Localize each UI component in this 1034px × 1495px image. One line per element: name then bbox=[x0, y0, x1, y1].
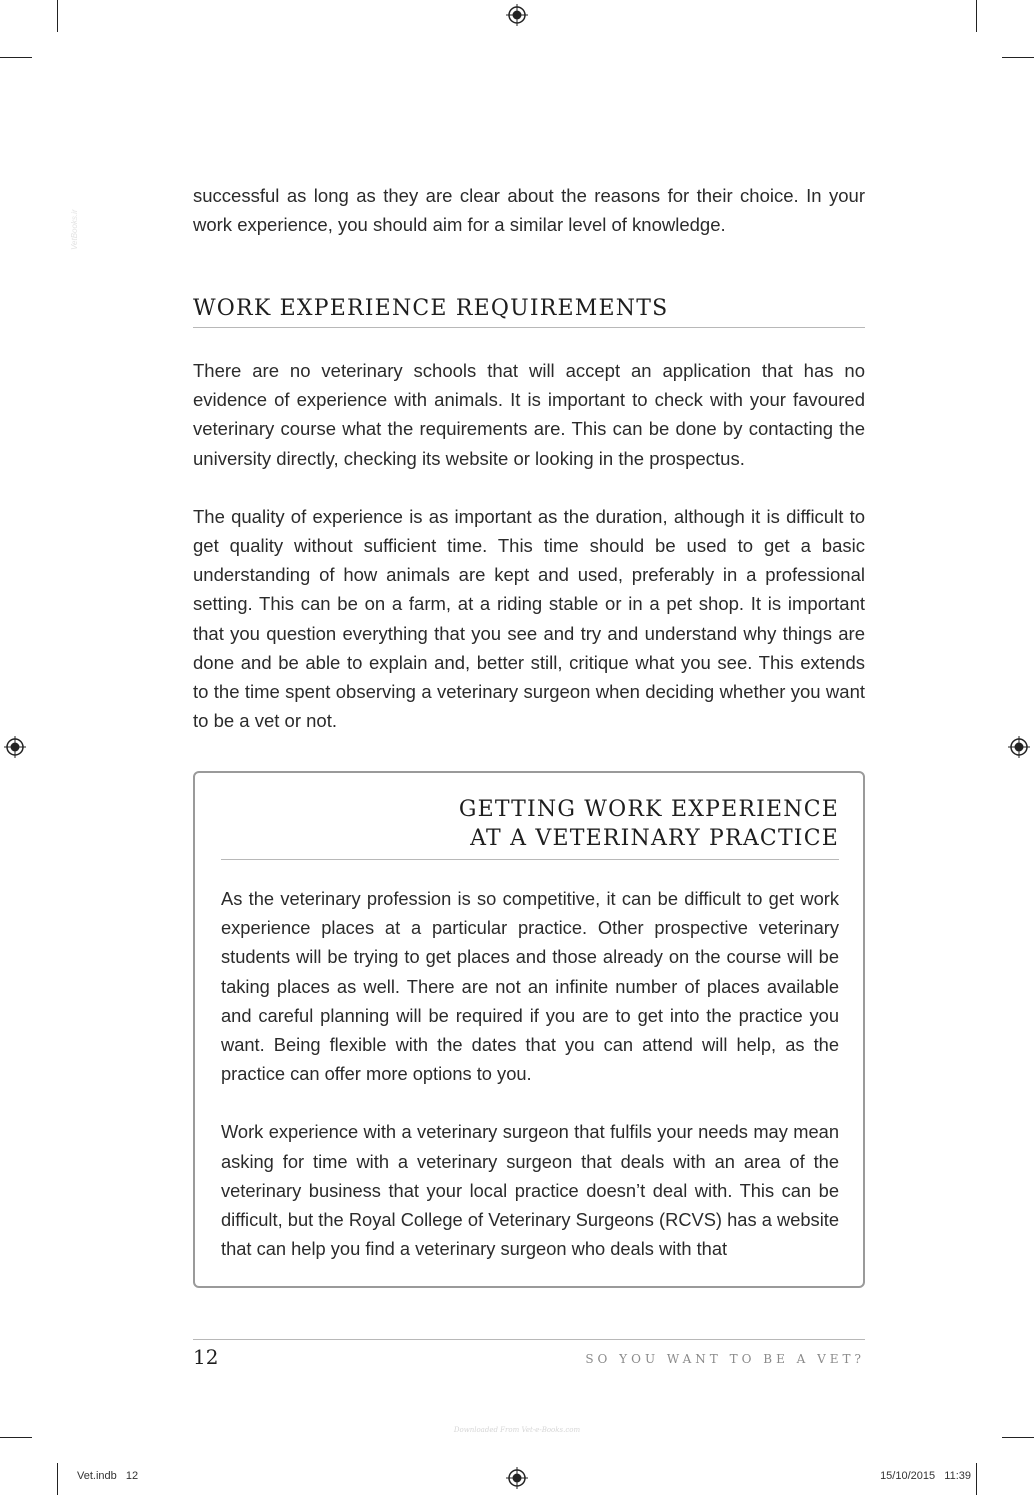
feature-box-heading-line-2: AT A VETERINARY PRACTICE bbox=[470, 826, 839, 851]
footer-divider bbox=[193, 1339, 865, 1340]
crop-mark-bottom-left-h bbox=[0, 1437, 32, 1438]
registration-mark-top-icon bbox=[506, 4, 528, 26]
crop-mark-top-left-v bbox=[57, 0, 58, 32]
intro-paragraph: successful as long as they are clear about the reasons for their choice. In your work experience, you should aim for a similar level of knowledge. bbox=[193, 185, 865, 236]
feature-box-paragraph-1: As the veterinary profession is so competitive, it can be difficult to get work experience places at a particular practice. Other prospective veterinary students will be trying to get places and those already on the course will be taking places as well. There are not an infinite number of places available and careful planning will be required if you are to get into the practice you want. Being flexible with the dates that you can attend will help, as the practice can offer more options to you. bbox=[221, 888, 839, 1085]
feature-box-paragraph-2: Work experience with a veterinary surgeon that fulfils your needs may mean asking for time with a veterinary surgeon that deals with an area of the veterinary business that your local practice doesn’t deal with. This can be difficult, but the Royal College of Veterinary Surgeons (RCVS) has a website that can help you find a veterinary surgeon who deals with that bbox=[221, 1121, 839, 1260]
intro-block bbox=[193, 181, 865, 239]
feature-box-body bbox=[221, 884, 839, 1263]
section-heading: WORK EXPERIENCE REQUIREMENTS bbox=[193, 296, 865, 328]
feature-box bbox=[193, 771, 865, 1288]
side-watermark: VetBooks.ir bbox=[70, 209, 79, 250]
slug-date-time: 15/10/2015 11:39 bbox=[880, 1470, 971, 1482]
crop-mark-top-right-v bbox=[976, 0, 977, 32]
section-paragraph-2: The quality of experience is as important as the duration, although it is difficult to get quality without sufficient time. This time should be used to get a basic understanding of how animals are kept and used, preferably in a professional setting. This can be on a farm, at a riding stable or in a pet shop. It is important that you question everything that you see and try and understand why things are done and be able to explain and, better still, critique what you see. This extends to the time spent observing a veterinary surgeon when deciding whether you want to be a vet or not. bbox=[193, 505, 865, 732]
crop-mark-bottom-left-v bbox=[57, 1463, 58, 1495]
registration-mark-bottom-icon bbox=[506, 1467, 528, 1489]
section-body bbox=[193, 356, 865, 735]
crop-mark-bottom-right-h bbox=[1002, 1437, 1034, 1438]
slug-file: Vet.indb 12 bbox=[77, 1470, 139, 1482]
crop-mark-bottom-right-v bbox=[976, 1463, 977, 1495]
section-paragraph-1: There are no veterinary schools that will accept an application that has no evidence of experience with animals. It is important to check with your favoured veterinary course what the requirements are. This can be done by contacting the university directly, checking its website or looking in the prospectus. bbox=[193, 360, 865, 469]
page-number: 12 bbox=[193, 1345, 219, 1369]
crop-mark-top-right-h bbox=[1002, 57, 1034, 58]
registration-mark-left-icon bbox=[4, 736, 26, 758]
feature-box-heading bbox=[221, 795, 839, 860]
bottom-watermark: Downloaded From Vet-e-Books.com bbox=[453, 1426, 581, 1434]
feature-box-heading-line-1: GETTING WORK EXPERIENCE bbox=[458, 797, 839, 822]
registration-mark-right-icon bbox=[1008, 736, 1030, 758]
crop-mark-top-left-h bbox=[0, 57, 32, 58]
running-head: SO YOU WANT TO BE A VET? bbox=[585, 1352, 865, 1366]
